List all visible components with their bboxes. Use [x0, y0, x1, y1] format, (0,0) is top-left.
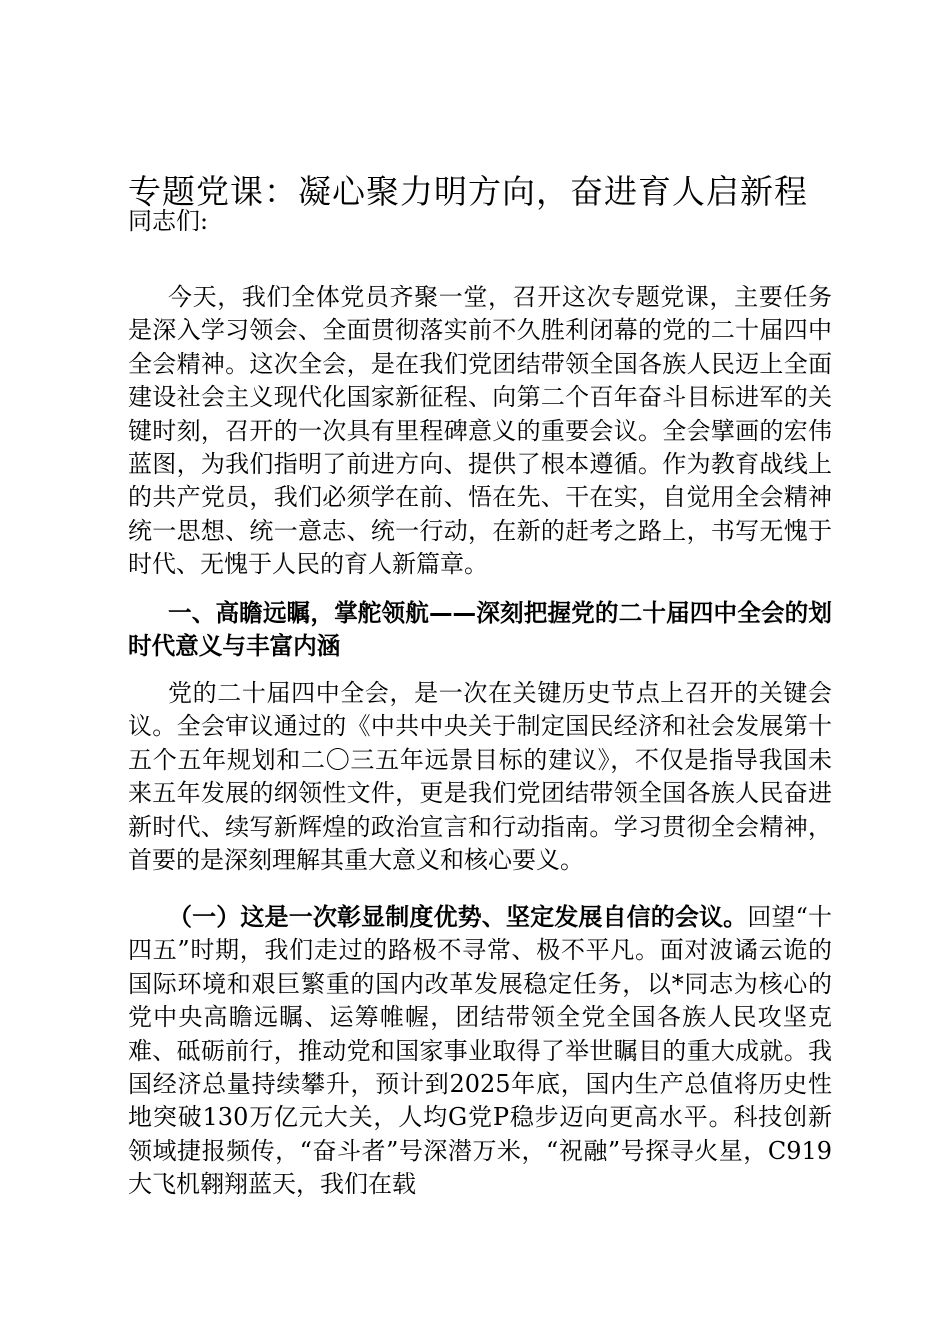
subsection-one-lead: （一）这是一次彰显制度优势、坚定发展自信的会议。: [168, 903, 748, 931]
section-one-heading: 一、高瞻远瞩，掌舵领航——深刻把握党的二十届四中全会的划时代意义与丰富内涵: [128, 599, 832, 661]
salutation: 同志们:: [128, 207, 209, 235]
intro-paragraph: 今天，我们全体党员齐聚一堂，召开这次专题党课，主要任务是深入学习领会、全面贯彻落实前不久胜利闭幕的党的二十届四中全会精神。这次全会，是在我们党团结带领全国各族人民迈上全面建设社会主义现代化国家新征程、向第二个百年奋斗目标进军的关键时刻，召开的一次具有里程碑意义的重要会议。全会擘画的宏伟蓝图，为我们指明了前进方向、提供了根本遵循。作为教育战线上的共产党员，我们必须学在前、悟在先、干在实，自觉用全会精神统一思想、统一意志、统一行动，在新的赶考之路上，书写无愧于时代、无愧于人民的育人新篇章。: [128, 283, 832, 579]
subsection-one-paragraph: [128, 901, 832, 1202]
subsection-one-body: 回望“十四五”时期，我们走过的路极不寻常、极不平凡。面对波谲云诡的国际环境和艰巨繁重的国内改革发展稳定任务，以*同志为核心的党中央高瞻远瞩、运筹帷幄，团结带领全党全国各族人民攻坚克难、砥砺前行，推动党和国家事业取得了举世瞩目的重大成就。我国经济总量持续攀升，预计到2025年底，国内生产总值将历史性地突破130万亿元大关，人均G党P稳步迈向更高水平。科技创新领域捷报频传，“奋斗者”号深潜万米，“祝融”号探寻火星，C919大飞机翱翔蓝天，我们在载: [128, 903, 832, 1199]
document-title: 专题党课：凝心聚力明方向，奋进育人启新程: [128, 172, 808, 211]
section-one-paragraph: 党的二十届四中全会，是一次在关键历史节点上召开的关键会议。全会审议通过的《中共中央关于制定国民经济和社会发展第十五个五年规划和二〇三五年远景目标的建议》，不仅是指导我国未来五年发展的纲领性文件，更是我们党团结带领全国各族人民奋进新时代、续写新辉煌的政治宣言和行动指南。学习贯彻全会精神，首要的是深刻理解其重大意义和核心要义。: [128, 679, 832, 875]
